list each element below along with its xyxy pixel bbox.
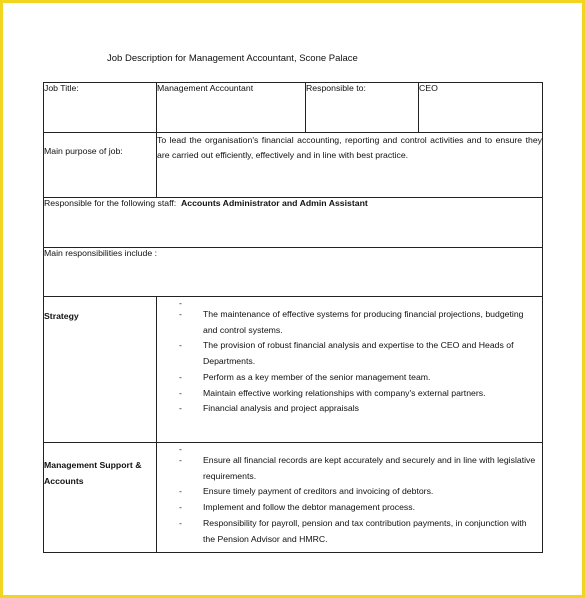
- list-item: [157, 516, 536, 547]
- bullet-dash: -: [179, 371, 182, 382]
- bullet-dash: -: [179, 340, 182, 351]
- list-item: [157, 370, 536, 386]
- list-item: [157, 338, 536, 369]
- job-title-row: [44, 83, 543, 133]
- list-item-text: Responsibility for payroll, pension and tax contribution payments, in conjunction with the Pension Advisor and HMRC.: [203, 517, 527, 544]
- management-support-row: [44, 443, 543, 553]
- leading-dash: -: [179, 298, 182, 308]
- job-title-label: Job Title:: [44, 83, 157, 133]
- responsibilities-label: Main responsibilities include :: [44, 248, 543, 297]
- staff-value: Accounts Administrator and Admin Assistant: [181, 198, 368, 208]
- list-item-text: Ensure all financial records are kept accurately and securely and in line with legislative requirements.: [203, 455, 536, 481]
- responsible-to-value: CEO: [419, 83, 543, 133]
- main-purpose-row: [44, 133, 543, 198]
- strategy-list: [157, 307, 542, 417]
- document-page: [3, 3, 582, 595]
- list-item-text: Ensure timely payment of creditors and invoicing of debtors.: [203, 486, 434, 497]
- staff-row: [44, 198, 543, 248]
- bullet-dash: -: [179, 387, 182, 398]
- management-support-list: [157, 453, 542, 547]
- management-support-label: Management Support & Accounts: [44, 443, 157, 553]
- list-item: [157, 401, 536, 417]
- main-purpose-value: To lead the organisation's financial accounting, reporting and control activities and to ensure they are carried out efficiently, effectively and in line with best practice.: [157, 133, 543, 198]
- bullet-dash: -: [179, 455, 182, 465]
- list-item-text: The provision of robust financial analysis and expertise to the CEO and Heads of Departments.: [203, 340, 514, 367]
- strategy-responsibilities: [157, 297, 543, 443]
- main-purpose-label: Main purpose of job:: [44, 133, 157, 198]
- list-item: [157, 386, 536, 402]
- leading-dash: -: [179, 444, 182, 454]
- strategy-row: [44, 297, 543, 443]
- staff-cell: [44, 198, 543, 248]
- bullet-dash: -: [179, 517, 182, 528]
- bullet-dash: -: [179, 309, 182, 319]
- list-item-text: Financial analysis and project appraisals: [203, 403, 359, 414]
- management-support-responsibilities: [157, 443, 543, 553]
- job-description-table: [43, 82, 543, 553]
- document-title: Job Description for Management Accountant, Scone Palace: [107, 53, 358, 64]
- list-item-text: Maintain effective working relationships with company's external partners.: [203, 387, 486, 398]
- list-item: [157, 307, 536, 338]
- list-item: [157, 500, 536, 516]
- list-item-text: The maintenance of effective systems for producing financial projections, budgeting and control systems.: [203, 309, 524, 335]
- strategy-label: Strategy: [44, 297, 157, 443]
- bullet-dash: -: [179, 403, 182, 414]
- bullet-dash: -: [179, 486, 182, 497]
- job-title-value: Management Accountant: [157, 83, 306, 133]
- list-item-text: Implement and follow the debtor management process.: [203, 502, 415, 513]
- staff-label: Responsible for the following staff:: [44, 198, 177, 208]
- bullet-dash: -: [179, 502, 182, 513]
- responsible-to-label: Responsible to:: [306, 83, 419, 133]
- responsibilities-row: [44, 248, 543, 297]
- list-item: [157, 484, 536, 500]
- list-item-text: Perform as a key member of the senior management team.: [203, 371, 431, 382]
- list-item: [157, 453, 536, 484]
